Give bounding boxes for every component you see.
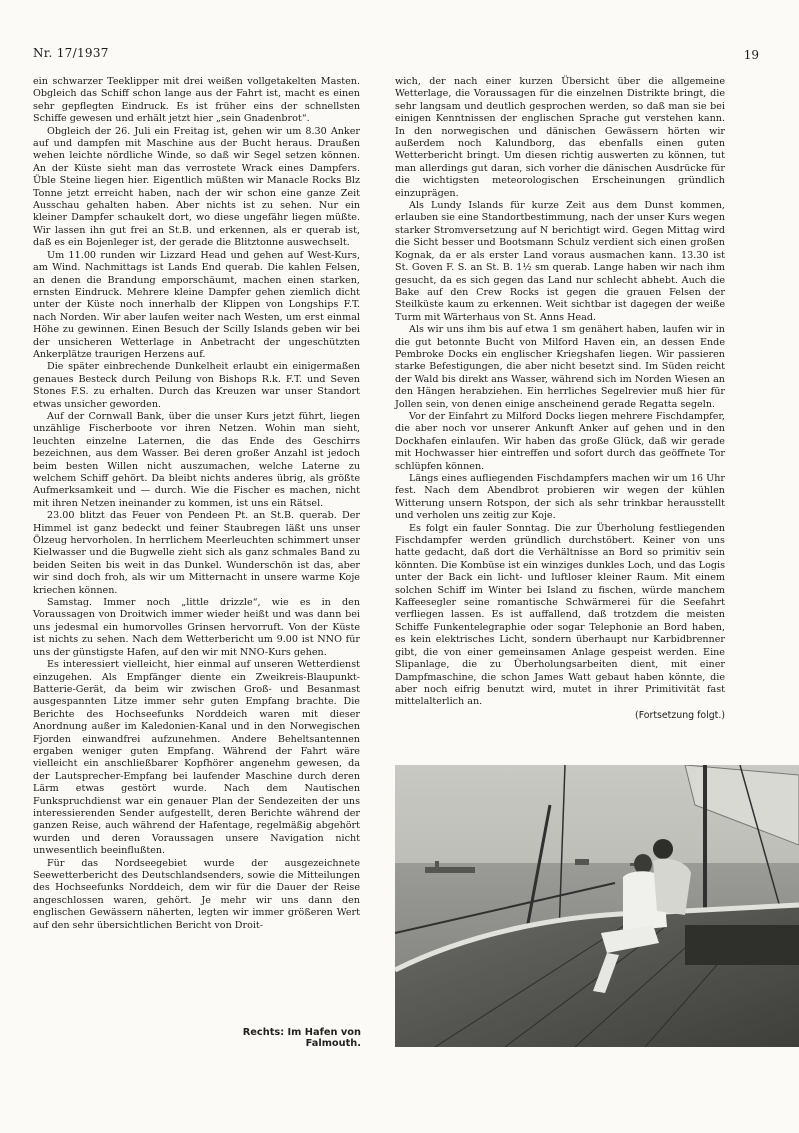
paragraph: Auf der Cornwall Bank, über die unser Kurs jetzt führt, liegen unzählige Fischerboote vor ihren Netzen. Wohin man sieht, leuchten einzelne Laternen, die das Ende des Geschirrs bezeichnen, aus dem Wasser. Bei deren großer Anzahl ist jedoch beim besten Willen nicht auszumachen, welche Laterne zu welchem Schiff gehört. Da bleibt nichts anderes übrig, als größte Aufmerksamkeit und — durch. Wie die Fischer es machen, nicht mit ihren Netzen ineinander zu kommen, ist uns ein Rätsel.: [33, 410, 360, 509]
issue-number: Nr. 17/1937: [33, 46, 109, 60]
article-column-right: [395, 76, 725, 722]
continuation-note: (Fortsetzung folgt.): [635, 709, 725, 721]
paragraph: Als Lundy Islands für kurze Zeit aus dem Dunst kommen, erlauben sie eine Standortbestimmung, nach der unser Kurs wegen starker Stromversetzung auf N berichtigt wird. Gegen Mittag wird die Sicht besser und Bootsmann Schulz verdient sich einen großen Kognak, da er als erster Land voraus ausmachen kann. 13.30 ist St. Goven F. S. an St. B. 1½ sm querab. Lange haben wir nach ihm gesucht, da es sich gegen das Land nur schlecht abhebt. Auch die Bake auf den Crew Rocks ist gegen die grauen Felsen der Steilküste kaum zu erkennen. Weit sichtbar ist dagegen der weiße Turm mit Wärterhaus von St. Anns Head.: [395, 200, 725, 323]
paragraph: Vor der Einfahrt zu Milford Docks liegen mehrere Fischdampfer, die aber noch vor unserer Ankunft Anker auf gehen und in den Dockhafen einlaufen. Wir haben das große Glück, daß wir gerade mit Hochwasser hier eintreffen und sofort durch das geöffnete Tor schlüpfen können.: [395, 410, 725, 472]
harbor-photo: [395, 765, 799, 1047]
article-column-left: [33, 76, 360, 932]
photo-caption: Rechts: Im Hafen von Falmouth.: [242, 1027, 361, 1049]
paragraph: wich, der nach einer kurzen Übersicht über die allgemeine Wetterlage, die Voraussagen für die einzelnen Distrikte bringt, die sehr langsam und deutlich gesprochen werden, so daß man sie bei einigen Kenntnissen der englischen Sprache gut verstehen kann. In den norwegischen und dänischen Gewässern hörten wir außerdem noch Kalundborg, das ebenfalls einen guten Wetterbericht bringt. Um diesen richtig auswerten zu können, tut man allerdings gut daran, sich vorher die dänischen Ausdrücke für die wichtigsten meteorologischen Erscheinungen gründlich einzuprägen.: [395, 76, 725, 199]
paragraph: Für das Nordseegebiet wurde der ausgezeichnete Seewetterbericht des Deutschlandsenders, sowie die Mitteilungen des Hochseefunks Norddeich, dem wir für die Dauer der Reise angeschlossen waren, gehört. Je mehr wir uns dann den englischen Gewässern näherten, legten wir immer größeren Wert auf den sehr übersichtlichen Bericht von Droit-: [33, 857, 360, 931]
harbor-photo-drawing: [395, 765, 799, 1047]
paragraph: Die später einbrechende Dunkelheit erlaubt ein einigermaßen genaues Besteck durch Peilung von Bishops R.k. F.T. und Seven Stones F.S. zu erhalten. Durch das Kreuzen war unser Standort etwas unsicher geworden.: [33, 361, 360, 410]
paragraph: Es interessiert vielleicht, hier einmal auf unseren Wetterdienst einzugehen. Als Empfänger diente ein Zweikreis-Blaupunkt-Batterie-Gerät, da beim wir zwischen Groß- und Besanmast ausgespannten Litze immer sehr guten Empfang brachte. Die Berichte des Hochseefunks Norddeich waren mit dieser Anordnung außer im Kaledonien-Kanal und in den Norwegischen Fjorden einwandfrei aufzunehmen. Andere Beheltsantennen ergaben weniger guten Empfang. Während der Fahrt wäre vielleicht ein anschließbarer Kopfhörer angenehm gewesen, da der Lautsprecher-Empfang bei laufender Maschine durch deren Lärm etwas gestört wurde. Nach dem Nautischen Funkspruchdienst war ein genauer Plan der Sendezeiten der uns interessierenden Sender aufgestellt, deren Berichte während der ganzen Reise, auch während der Hafentage, regelmäßig abgehört wurden und deren Voraussagen unsere Navigation nicht unwesentlich beeinflußten.: [33, 659, 360, 857]
paragraph: Als wir uns ihm bis auf etwa 1 sm genähert haben, laufen wir in die gut betonnte Bucht von Milford Haven ein, an dessen Ende Pembroke Docks ein englischer Kriegshafen liegen. Wir passieren starke Befestigungen, die aber nicht besetzt sind. Im Süden reicht der Wald bis direkt ans Wasser, während sich im Norden Wiesen an den Hängen herabziehen. Ein herrliches Segelrevier muß hier für Jollen sein, von denen einige anscheinend gerade Regatta segeln.: [395, 324, 725, 410]
cockpit-table: [685, 925, 799, 965]
paragraph: Längs eines aufliegenden Fischdampfers machen wir um 16 Uhr fest. Nach dem Abendbrot probieren wir wegen der kühlen Witterung unsern Rotspon, der sich als sehr trinkbar herausstellt und verholen uns zeitig zur Koje.: [395, 473, 725, 522]
paragraph: ein schwarzer Teeklipper mit drei weißen vollgetakelten Masten. Obgleich das Schiff schon lange aus der Fahrt ist, macht es einen sehr gepflegten Eindruck. Es ist früher eins der schnellsten Schiffe gewesen und erhält jetzt hier „sein Gnadenbrot“.: [33, 76, 360, 125]
paragraph: 23.00 blitzt das Feuer von Pendeen Pt. an St.B. querab. Der Himmel ist ganz bedeckt und feiner Staubregen läßt uns unser Ölzeug hervorholen. In herrlichem Meerleuchten schimmert unser Kielwasser und die Bugwelle zieht sich als ganz schmales Band zu beiden Seiten bis weit in das Dunkel. Wunderschön ist das, aber wir sind doch froh, als wir um Mitternacht in unsere warme Koje kriechen können.: [33, 510, 360, 596]
page-number: 19: [743, 48, 759, 62]
paragraph: Um 11.00 runden wir Lizzard Head und gehen auf West-Kurs, am Wind. Nachmittags ist Lands End querab. Die kahlen Felsen, an denen die Brandung emporschäumt, machen einen starken, ernsten Eindruck. Mehrere kleine Dampfer gehen ziemlich dicht unter der Küste noch innerhalb der Klippen von Longships F.T. nach Norden. Wir aber laufen weiter nach Westen, um erst einmal Höhe zu gewinnen. Einen Besuch der Scilly Islands geben wir bei der unsicheren Wetterlage in Anbetracht der ungeschützten Ankerplätze traurigen Herzens auf.: [33, 249, 360, 360]
paragraph: Es folgt ein fauler Sonntag. Die zur Überholung festliegenden Fischdampfer werden gründlich durchstöbert. Keiner von uns hatte gedacht, daß dort die Verhältnisse an Bord so primitiv sein könnten. Die Kombüse ist ein winziges dunkles Loch, und das Logis unter der Back ein licht- und luftloser kleiner Raum. Mit einem solchen Schiff im Winter bei Island zu fischen, würde manchem Kaffeesegler seine romantische Schwärmerei für die Seefahrt verfliegen lassen. Es ist auffallend, daß trotzdem die meisten Schiffe Funkentelegraphie oder sogar Telephonie an Bord haben, es kein elektrisches Licht, sondern überhaupt nur Karbidbrenner gibt, die von einer gemeinsamen Anlage gespeist werden. Eine Slipanlage, die zu Überholungsarbeiten dient, mit einer Dampfmaschine, die schon James Watt gebaut haben könnte, die aber noch eifrig benutzt wird, mutet in ihrer Primitivität fast mittelalterlich an.: [395, 522, 725, 708]
paragraph: Samstag. Immer noch „little drizzle“, wie es in den Voraussagen von Droitwich immer wieder heißt und was dann bei uns jedesmal ein humorvolles Grinsen hervorruft. Von der Küste ist nichts zu sehen. Nach dem Wetterbericht um 9.00 ist NNO für uns der günstigste Hafen, auf den wir mit NNO-Kurs gehen.: [33, 597, 360, 658]
paragraph: Obgleich der 26. Juli ein Freitag ist, gehen wir um 8.30 Anker auf und dampfen mit Maschine aus der Bucht heraus. Draußen wehen leichte nördliche Winde, so daß wir Segel setzen können. An der Küste sieht man das verrostete Wrack eines Dampfers. Üble Steine liegen hier. Eigentlich müßten wir Manacle Rocks Blz Tonne jetzt erreicht haben, nach der wir schon eine ganze Zeit Ausschau gehalten haben. Aber nichts ist zu sehen. Nur ein kleiner Dampfer schaukelt dort, wo diese ungefähr liegen müßte. Wir lassen ihn gut frei an St.B. und erkennen, als er querab ist, daß es ein Bojenleger ist, der gerade die Blitztonne auswechselt.: [33, 125, 360, 249]
